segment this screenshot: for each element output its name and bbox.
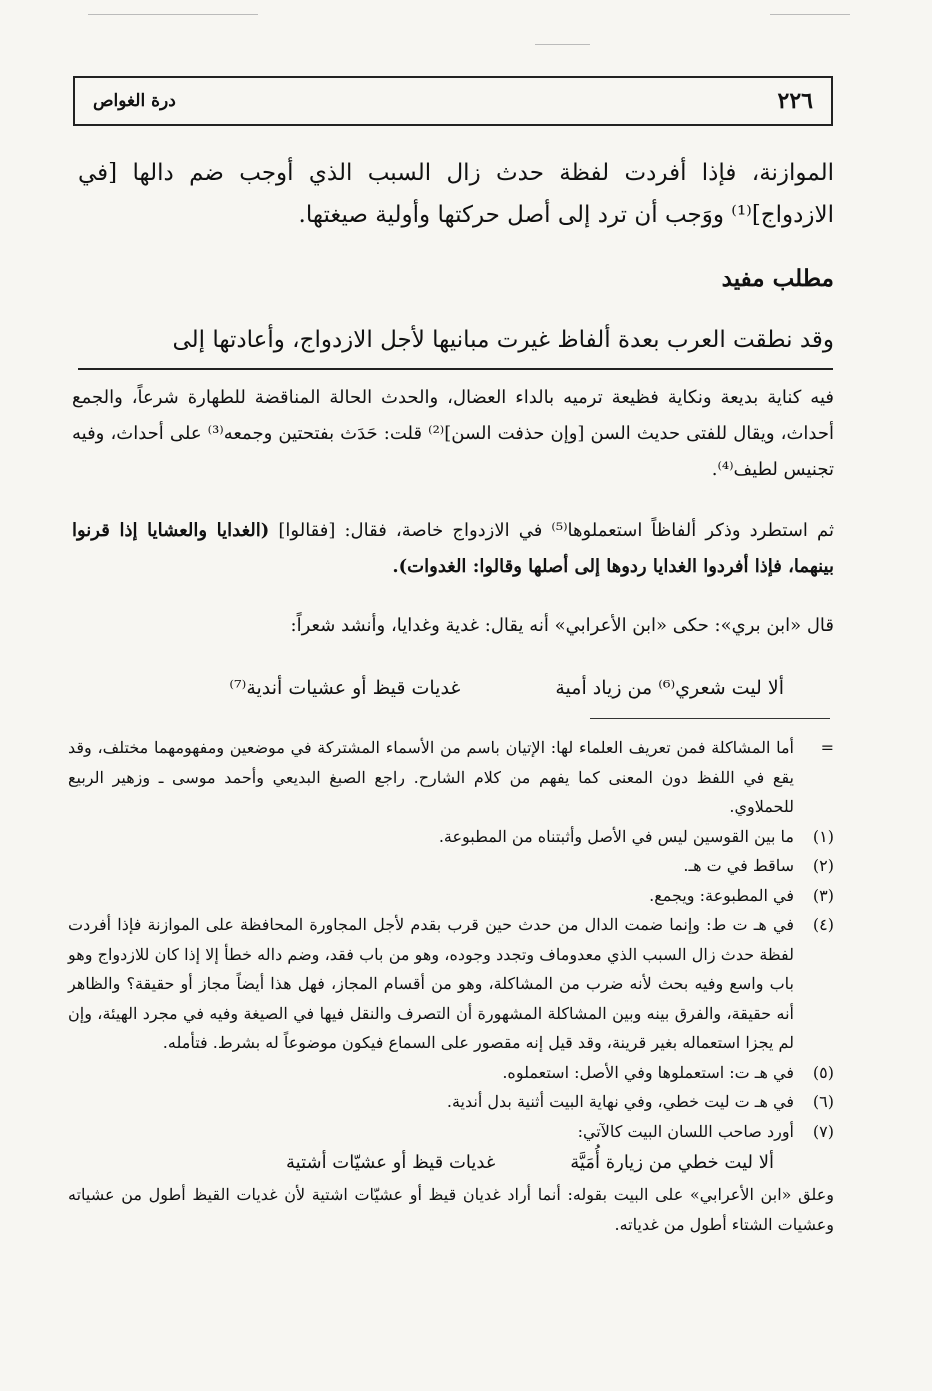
- footnote-number: (٥): [812, 1062, 834, 1082]
- footnote-number: (٢): [812, 856, 834, 875]
- footnote-item: [68, 1058, 834, 1088]
- poem-verse: [72, 670, 834, 706]
- footnote-continuation: [68, 733, 834, 822]
- scan-mark: [88, 14, 258, 15]
- book-title: درة الغواص: [93, 91, 176, 111]
- footnote-text: في هـ ت ط: وإنما ضمت الدال من حدث حين قرب بقدم لأجل المجاورة المحافظة على الموازنة فإذا أفردت لفظة حدث زال السبب الذي معدوماف وتجدد وجوده، وهو من باب فقد، وضم داله خطأ إلا إذا كان للازدواج وهو باب واسع وفيه بحث لأنه ضرب من المشاكلة، وهو من أقسام المجاز، فهل هذا أيضاً مجاز أو حقيقة؟ والظاهر أنه حقيقة، والفرق بينه وبين المشاكلة المشهورة أن التصرف والنقل فيها في الصيغة وفيه في مجرد الهيئة، وإن لم يجزا استعماله بغير قرينة، وقد قيل إنه مقصور على السماع فيكون موضوعاً له بشرط. فتأمله.: [68, 915, 795, 1052]
- commentary-quote: (الغدايا والعشايا إذا قرنوا بينهما، فإذا أفردوا الغدايا ردوها إلى أصلها وقالوا: الغدوات).: [72, 520, 834, 577]
- page-header: [73, 76, 833, 126]
- scan-mark: [535, 44, 590, 45]
- footnote-number: (٧): [812, 1121, 834, 1141]
- footnote-number: (٦): [812, 1092, 834, 1111]
- footnote-text: في المطبوعة: ويجمع.: [649, 885, 794, 905]
- footnote-item: [68, 1087, 834, 1117]
- section-heading: مطلب مفيد: [721, 265, 834, 292]
- footnote-text: ما بين القوسين ليس في الأصل وأثبتناه من المطبوعة.: [438, 826, 794, 846]
- footnote-item: [68, 1117, 834, 1147]
- main-divider: [78, 368, 833, 370]
- footnote-text: في هـ ت: استعملوها وفي الأصل: استعملوه.: [502, 1062, 794, 1082]
- footnote-text: أورد صاحب اللسان البيت كالآتي:: [577, 1121, 794, 1141]
- footnote-verse: [68, 1146, 834, 1180]
- footnote-item: [68, 851, 834, 881]
- main-paragraph-2: وقد نطقت العرب بعدة ألفاظ غيرت مبانيها لأجل الازدواج، وأعادتها إلى: [172, 327, 834, 353]
- verse-first-hemistich: ألا ليت شعري⁽⁶⁾ من زياد أمية: [555, 677, 784, 699]
- footnote-marker: =: [820, 738, 834, 757]
- footnote-number: (٤): [812, 915, 834, 934]
- scan-mark: [770, 14, 850, 15]
- footnote-number: (١): [812, 826, 834, 846]
- footnotes: [68, 733, 834, 1239]
- footnote-item: [68, 822, 834, 852]
- footnote-text: في هـ ت ليت خطي، وفي نهاية البيت أثنية بدل أندية.: [446, 1092, 794, 1111]
- footnote-text: أما المشاكلة فمن تعريف العلماء لها: الإتيان باسم من الأسماء المشتركة في موضعين ومفهومهما مختلف، وقد يقع في اللفظ دون المعنى كما يفهم من كلام الشارح. راجع الصبغ البديعي وأحمد موسى ـ وزهير الربيع للحملاوي.: [68, 738, 795, 816]
- footnote-verse-second: غديات قيظ أو عشيّات أشتية: [285, 1152, 496, 1173]
- footnote-verse-first: ألا ليت خطي من زيارة أُمَيَّة: [570, 1152, 774, 1173]
- commentary-paragraph-2-text: ثم استطرد وذكر ألفاظاً استعملوها⁽⁵⁾ في الازدواج خاصة، فقال: [فقالوا]: [269, 520, 834, 541]
- footnote-number: (٣): [812, 885, 834, 905]
- footnote-item: [68, 910, 834, 1058]
- commentary-paragraph-2: [72, 513, 834, 585]
- main-paragraph-1: الموازنة، فإذا أفردت لفظة حدث زال السبب الذي أوجب ضم دالها [في الازدواج]⁽¹⁾ ووَجب أن ترد إلى أصل حركتها وأولية صيغتها.: [78, 160, 834, 228]
- footnote-closing: وعلق «ابن الأعرابي» على البيت بقوله: أنما أراد غديان قيظ أو عشيّات اشتية لأن غديات القيظ أطول من عشياته وعشيات الشتاء أطول من غدياته.: [68, 1185, 834, 1234]
- page-number: ٢٢٦: [777, 88, 813, 114]
- footnote-item: [68, 881, 834, 911]
- footnote-text: ساقط في ت هـ.: [683, 856, 794, 875]
- footnote-divider: [590, 718, 830, 719]
- commentary-paragraph-3: قال «ابن بري»: حكى «ابن الأعرابي» أنه يقال: غدية وغدايا، وأنشد شعراً:: [290, 615, 834, 636]
- commentary-paragraph-1: فيه كناية بديعة ونكاية فظيعة ترميه بالداء العضال، والحدث الحالة المناقضة للطهارة شرعاً، والجمع أحداث، ويقال للفتى حديث السن [وإن حذفت السن]⁽²⁾ قلت: حَدَث بفتحتين وجمعه⁽³⁾ على أحداث، وفيه تجنيس لطيف⁽⁴⁾.: [72, 387, 835, 480]
- verse-second-hemistich: غديات قيظ أو عشيات أندية⁽⁷⁾: [229, 677, 461, 699]
